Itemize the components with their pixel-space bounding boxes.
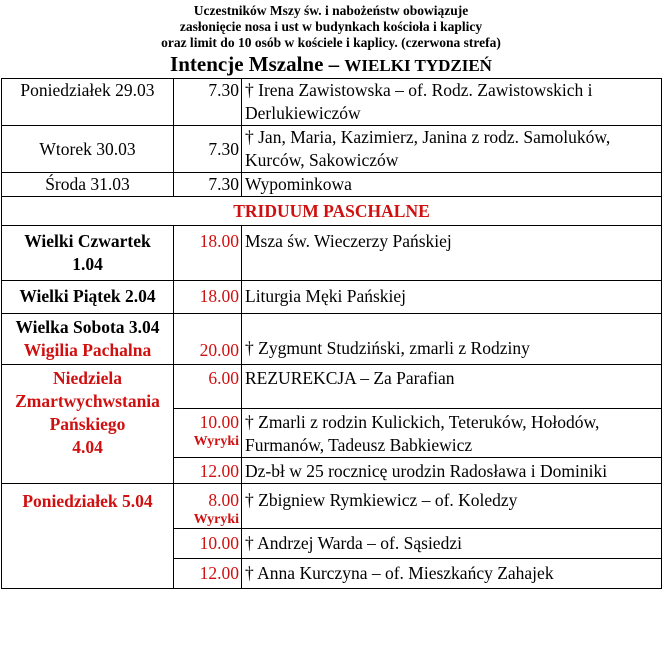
intention-cell: REZUREKCJA – Za Parafian [242, 365, 662, 409]
day-cell: Wtorek 30.03 [2, 126, 174, 173]
section-row [2, 197, 662, 226]
day-cell [2, 226, 174, 281]
intention-cell: Liturgia Męki Pańskiej [242, 281, 662, 314]
intention-cell: † Anna Kurczyna – of. Mieszkańcy Zahajek [242, 559, 662, 589]
time-value: 8.00 [208, 490, 239, 510]
table-row [2, 126, 662, 173]
time-cell [174, 484, 242, 529]
table-row [2, 365, 662, 409]
table-row [2, 314, 662, 365]
time-cell: 12.00 [174, 559, 242, 589]
title-sub: WIELKI TYDZIEŃ [344, 56, 492, 75]
time-cell: 20.00 [174, 314, 242, 365]
table-row [2, 484, 662, 529]
intention-cell: Dz-bł w 25 rocznicę urodzin Radosława i Dominiki [242, 458, 662, 484]
day-line: Wielki Czwartek [24, 231, 151, 251]
time-cell: 18.00 [174, 226, 242, 281]
table-row [2, 281, 662, 314]
intention-cell: † Zbigniew Rymkiewicz – of. Koledzy [242, 484, 662, 529]
place-label: Wyryki [193, 512, 239, 527]
time-cell: 18.00 [174, 281, 242, 314]
day-cell: Poniedziałek 29.03 [2, 79, 174, 126]
intention-cell: Msza św. Wieczerzy Pańskiej [242, 226, 662, 281]
intention-cell: † Jan, Maria, Kazimierz, Janina z rodz. Samoluków, Kurców, Sakowiczów [242, 126, 662, 173]
intention-cell: † Zmarli z rodzin Kulickich, Teteruków, Hołodów, Furmanów, Tadeusz Babkiewicz [242, 409, 662, 458]
intention-cell: Wypominkowa [242, 173, 662, 197]
time-value: 10.00 [199, 412, 239, 432]
title-dash: – [323, 52, 345, 76]
time-cell [174, 409, 242, 458]
time-cell: 12.00 [174, 458, 242, 484]
time-cell: 7.30 [174, 173, 242, 197]
page-title [0, 52, 662, 78]
notice-line: oraz limit do 10 osób w kościele i kaplicy. (czerwona strefa) [161, 35, 501, 50]
intentions-table [1, 78, 662, 589]
table-row [2, 173, 662, 197]
day-line: Niedziela [52, 368, 122, 388]
day-line-vigil: Wigilia Pachalna [23, 340, 152, 360]
table-row [2, 79, 662, 126]
day-cell [2, 365, 174, 484]
day-cell [2, 314, 174, 365]
day-line: 1.04 [72, 254, 103, 274]
intention-cell: † Andrzej Warda – of. Sąsiedzi [242, 529, 662, 559]
place-label: Wyryki [193, 434, 239, 449]
time-cell: 7.30 [174, 79, 242, 126]
intention-cell: † Irena Zawistowska – of. Rodz. Zawistowskich i Derlukiewiczów [242, 79, 662, 126]
notice [0, 0, 662, 51]
time-cell: 6.00 [174, 365, 242, 409]
time-cell: 10.00 [174, 529, 242, 559]
title-main: Intencje Mszalne [170, 52, 324, 76]
day-cell: Poniedziałek 5.04 [2, 484, 174, 589]
day-cell: Środa 31.03 [2, 173, 174, 197]
day-line: Pańskiego [49, 414, 126, 434]
section-label: TRIDUUM PASCHALNE [2, 197, 662, 226]
day-cell: Wielki Piątek 2.04 [2, 281, 174, 314]
notice-line: zasłonięcie nosa i ust w budynkach kościoła i kaplicy [179, 19, 483, 34]
table-row [2, 226, 662, 281]
time-cell: 7.30 [174, 126, 242, 173]
day-line: Zmartwychwstania [15, 391, 160, 411]
notice-line: Uczestników Mszy św. i nabożeństw obowiązuje [193, 3, 469, 18]
day-line: 4.04 [72, 437, 103, 457]
intention-cell: † Zygmunt Studziński, zmarli z Rodziny [242, 314, 662, 365]
day-line: Wielka Sobota 3.04 [15, 317, 160, 337]
